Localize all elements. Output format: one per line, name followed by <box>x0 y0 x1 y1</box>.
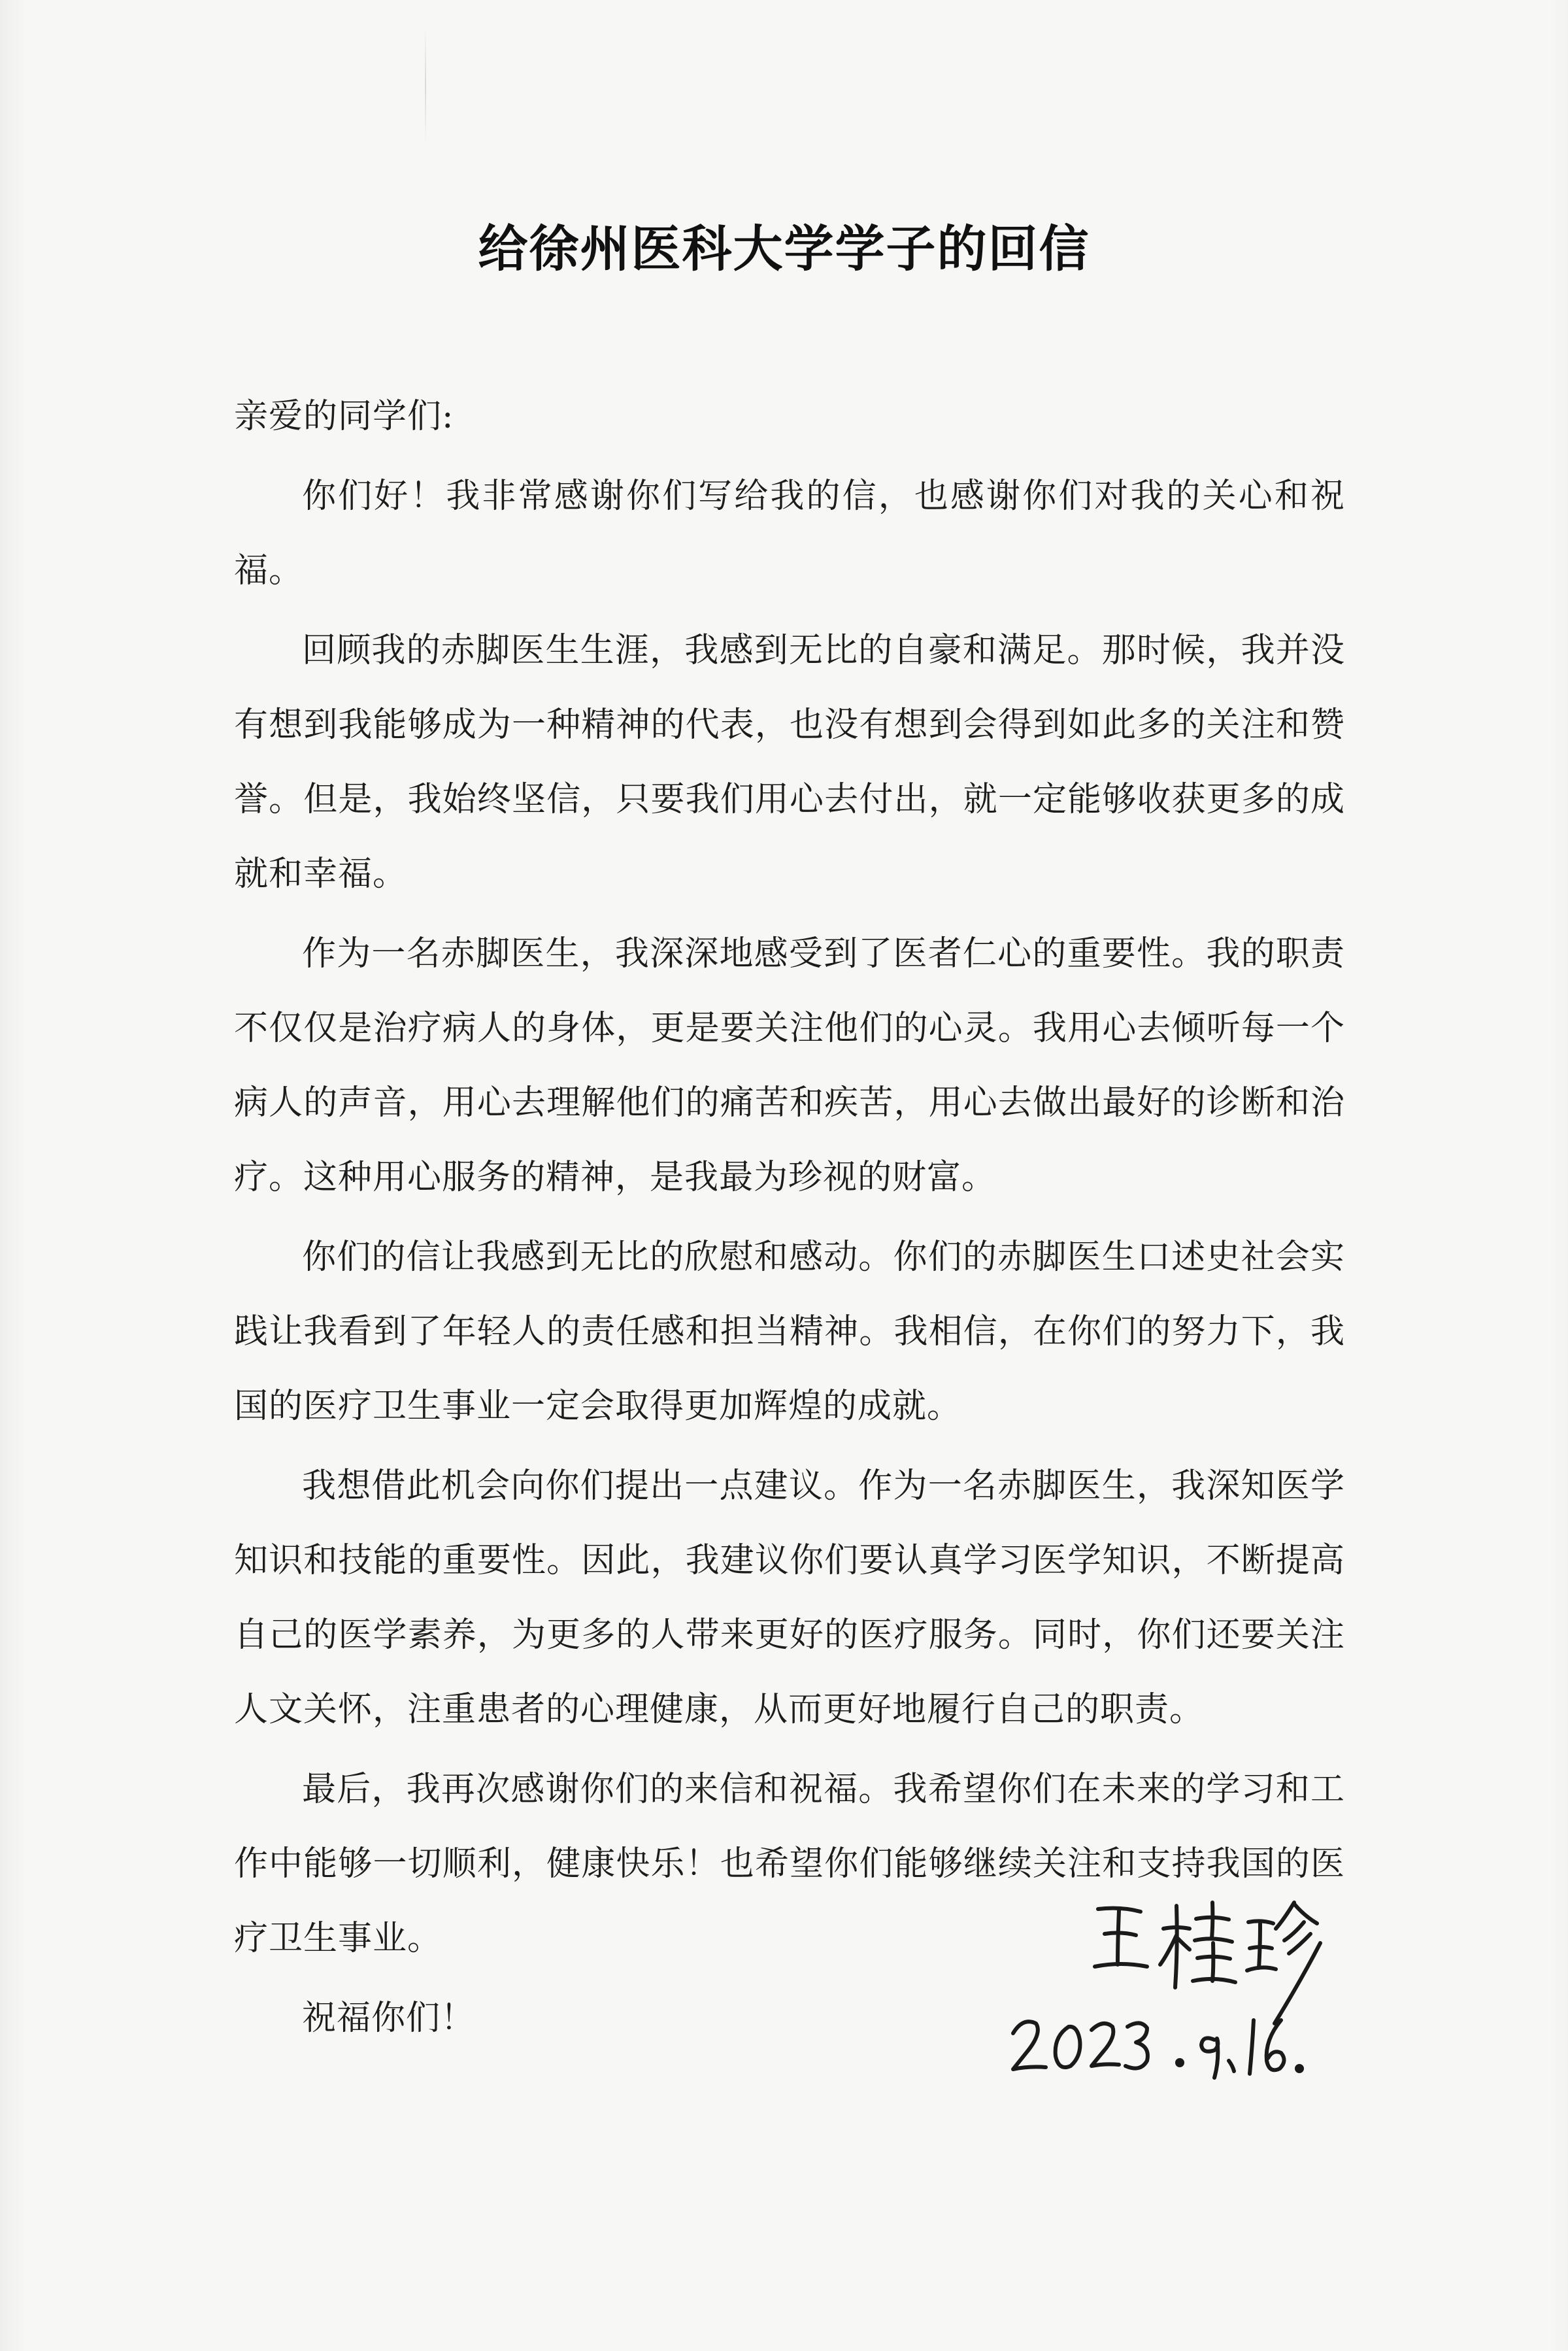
letter-body <box>234 379 1345 2061</box>
letter-paragraph: 我想借此机会向你们提出一点建议。作为一名赤脚医生，我深知医学知识和技能的重要性。因此，我建议你们要认真学习医学知识，不断提高自己的医学素养，为更多的人带来更好的医疗服务。同时，你们还要关注人文关怀，注重患者的心理健康，从而更好地履行自己的职责。 <box>234 1466 1345 1729</box>
paper-crease <box>425 26 426 144</box>
letter-paragraph: 作为一名赤脚医生，我深深地感受到了医者仁心的重要性。我的职责不仅仅是治疗病人的身体，更是要关注他们的心灵。我用心去倾听每一个病人的声音，用心去理解他们的痛苦和疾苦，用心去做出最好的诊断和治疗。这种用心服务的精神，是我最为珍视的财富。 <box>234 934 1345 1197</box>
letter-closing: 祝福你们！ <box>302 1999 476 2038</box>
letter-salutation: 亲爱的同学们: <box>234 397 454 436</box>
letter-paragraph: 回顾我的赤脚医生生涯，我感到无比的自豪和满足。那时候，我并没有想到我能够成为一种精神的代表，也没有想到会得到如此多的关注和赞誉。但是，我始终坚信，只要我们用心去付出，就一定能够收获更多的成就和幸福。 <box>234 631 1345 894</box>
handwritten-date <box>1007 2001 1320 2092</box>
letter-paragraph: 你们的信让我感到无比的欣慰和感动。你们的赤脚医生口述史社会实践让我看到了年轻人的责任感和担当精神。我相信，在你们的努力下，我国的医疗卫生事业一定会取得更加辉煌的成就。 <box>234 1238 1345 1426</box>
letter-paragraph: 你们好！我非常感谢你们写给我的信，也感谢你们对我的关心和祝福。 <box>234 477 1345 590</box>
letter-title: 给徐州医科大学学子的回信 <box>478 220 1090 278</box>
letter-paragraph: 最后，我再次感谢你们的来信和祝福。我希望你们在未来的学习和工作中能够一切顺利，健康快乐！也希望你们能够继续关注和支持我国的医疗卫生事业。 <box>234 1770 1345 1958</box>
